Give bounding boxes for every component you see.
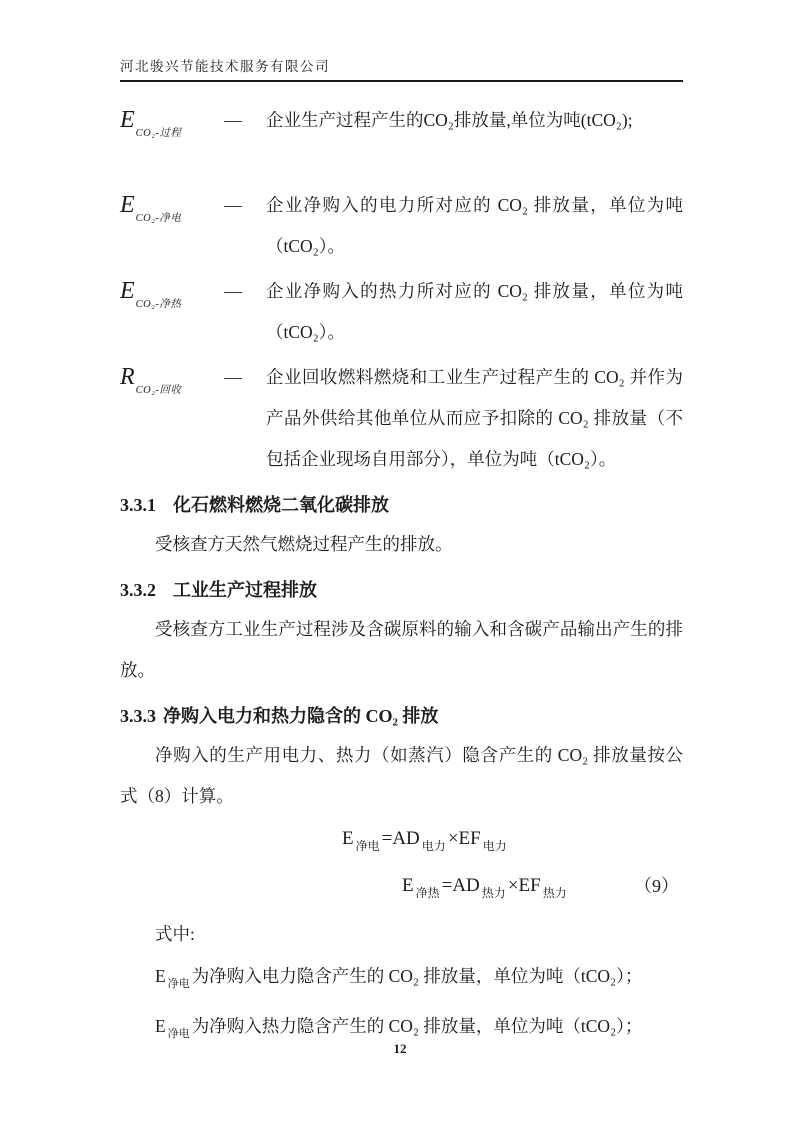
paragraph-industrial-process: 受核查方工业生产过程涉及含碳原料的输入和含碳产品输出产生的排放。: [120, 619, 683, 680]
section-title: 工业生产过程排放: [173, 580, 317, 600]
equation-number: （9）: [634, 876, 679, 896]
where-text: 为净购入电力隐含产生的 CO₂ 排放量，单位为吨（tCO₂）；: [191, 966, 643, 986]
definition-item-co2-process: [120, 100, 683, 145]
definition-item-co2-net-heat: [120, 271, 683, 353]
formula-line-electricity: [120, 819, 683, 866]
where-term: E: [155, 1016, 166, 1036]
symbol-base: R: [120, 364, 135, 390]
section-number: 3.3.2: [120, 580, 156, 600]
section-title: 化石燃料燃烧二氧化碳排放: [173, 495, 389, 515]
symbol-base: E: [120, 278, 135, 304]
symbol-subscript: CO₂-净电: [135, 213, 182, 224]
where-text: 为净购入热力隐含产生的 CO₂ 排放量，单位为吨（tCO₂）；: [191, 1016, 643, 1036]
definition-dash: —: [224, 195, 242, 215]
formula-line-heat: [120, 866, 683, 913]
symbol-base: E: [120, 192, 135, 218]
where-term-subscript: 净电: [167, 978, 190, 990]
definition-text: 企业净购入的热力所对应的 CO₂ 排放量，单位为吨（tCO₂）。: [266, 281, 683, 342]
formula-block: [120, 819, 683, 913]
definition-text: 企业回收燃料燃烧和工业生产过程产生的 CO₂ 并作为产品外供给其他单位从而应予扣除的 CO₂ 排放量（不包括企业现场自用部分），单位为吨（tCO₂）。: [266, 367, 683, 469]
section-heading-3-3-3: [120, 701, 683, 731]
symbol-base: E: [120, 107, 135, 133]
section-heading-3-3-2: [120, 575, 683, 605]
where-term: E: [155, 966, 166, 986]
formula-subscript: 净热: [415, 886, 440, 900]
definition-item-co2-recovered: [120, 357, 683, 480]
page-footer: [0, 1040, 800, 1058]
formula-term: E: [402, 875, 414, 896]
section-heading-3-3-1: [120, 490, 683, 520]
company-name: 河北骏兴节能技术服务有限公司: [120, 55, 683, 82]
definition-dash: —: [224, 281, 242, 301]
where-item-electricity: [155, 955, 683, 1005]
definition-dash: —: [224, 367, 242, 387]
formula-subscript: 电力: [421, 839, 446, 853]
formula-term: ×EF: [447, 828, 481, 849]
section-number: 3.3.3: [120, 706, 156, 726]
where-label: 式中:: [155, 924, 195, 944]
definition-list: [120, 100, 683, 480]
page-number: 12: [393, 1041, 407, 1056]
definition-symbol: [120, 185, 224, 230]
page-header: [120, 55, 683, 82]
formula-term: ×EF: [507, 875, 541, 896]
section-number: 3.3.1: [120, 495, 156, 515]
symbol-subscript: CO₂-回收: [135, 385, 182, 396]
paragraph-fossil-fuel: 受核查方天然气燃烧过程产生的排放。: [155, 534, 453, 554]
definition-text: 企业净购入的电力所对应的 CO₂ 排放量，单位为吨（tCO₂）。: [266, 195, 683, 256]
formula-term: =AD: [381, 828, 420, 849]
formula-subscript: 净电: [355, 839, 380, 853]
formula-subscript: 电力: [482, 839, 507, 853]
where-term-subscript: 净电: [167, 1028, 190, 1040]
symbol-subscript: CO₂-过程: [135, 128, 182, 139]
symbol-subscript: CO₂-净热: [135, 299, 182, 310]
formula-subscript: 热力: [481, 886, 506, 900]
page-content: [120, 100, 683, 1055]
definition-text: 企业生产过程产生的CO₂排放量,单位为吨(tCO₂);: [266, 110, 633, 130]
definition-dash: —: [224, 110, 242, 130]
section-title: 净购入电力和热力隐含的 CO₂ 排放: [163, 706, 439, 726]
formula-term: E: [342, 828, 354, 849]
formula-term: =AD: [441, 875, 480, 896]
definition-symbol: [120, 271, 224, 316]
definition-item-co2-net-electricity: [120, 185, 683, 267]
definition-symbol: [120, 100, 224, 145]
formula-subscript: 热力: [542, 886, 567, 900]
paragraph-net-purchased: 净购入的生产用电力、热力（如蒸汽）隐含产生的 CO₂ 排放量按公式（8）计算。: [120, 745, 683, 806]
definition-symbol: [120, 357, 224, 402]
